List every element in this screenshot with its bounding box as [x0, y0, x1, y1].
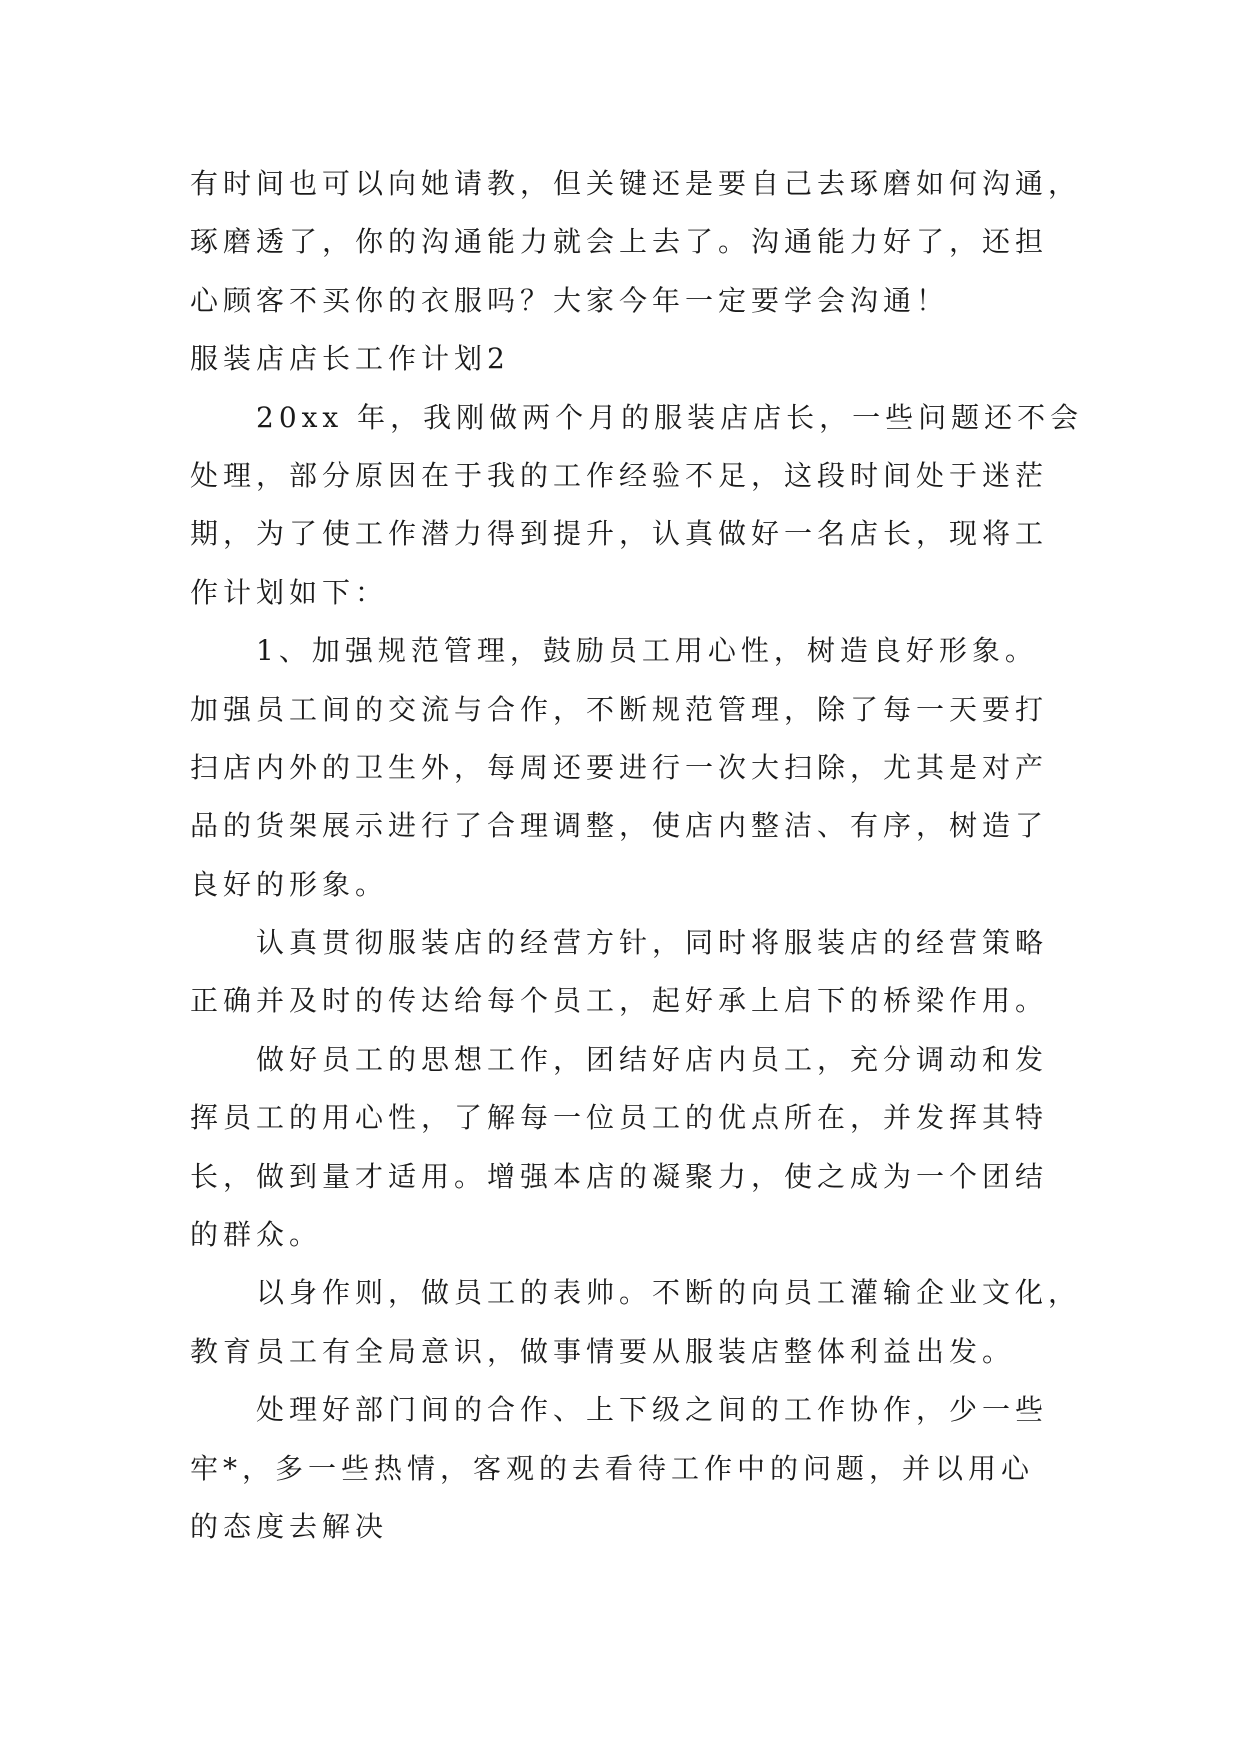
paragraph: [190, 1264, 1090, 1381]
text-line: 品的货架展示进行了合理调整，使店内整洁、有序，树造了: [190, 809, 1049, 843]
text-line: 认真贯彻服装店的经营方针，同时将服装店的经营策略: [256, 926, 1049, 960]
text-line: 心顾客不买你的衣服吗？大家今年一定要学会沟通！: [190, 283, 950, 317]
section-heading: 服装店店长工作计划2: [190, 342, 510, 376]
paragraph: [190, 914, 1090, 1031]
text-line: 作计划如下：: [190, 575, 389, 609]
text-line: 以身作则，做员工的表帅。不断的向员工灌输企业文化，: [256, 1276, 1082, 1310]
text-line: 教育员工有全局意识，做事情要从服装店整体利益出发。: [190, 1334, 1016, 1368]
text-line: 挥员工的用心性，了解每一位员工的优点所在，并发挥其特: [190, 1101, 1049, 1135]
text-line: 1、加强规范管理，鼓励员工用心性，树造良好形象。: [256, 634, 1038, 668]
document-body: [190, 155, 1090, 1556]
text-line: 期，为了使工作潜力得到提升，认真做好一名店长，现将工: [190, 517, 1049, 551]
text-line: 的态度去解决: [190, 1509, 389, 1543]
text-line: 长，做到量才适用。增强本店的凝聚力，使之成为一个团结: [190, 1159, 1049, 1193]
paragraph: [190, 1381, 1090, 1556]
text-line: 有时间也可以向她请教，但关键还是要自己去琢磨如何沟通，: [190, 167, 1082, 200]
paragraph: [190, 1031, 1090, 1265]
text-line: 正确并及时的传达给每个员工，起好承上启下的桥梁作用。: [190, 984, 1049, 1018]
text-line: 处理，部分原因在于我的工作经验不足，这段时间处于迷茫: [190, 458, 1049, 492]
text-line: 的群众。: [190, 1218, 323, 1252]
text-line: 扫店内外的卫生外，每周还要进行一次大扫除，尤其是对产: [190, 750, 1049, 784]
paragraph: [190, 389, 1090, 623]
text-line: 加强员工间的交流与合作，不断规范管理，除了每一天要打: [190, 692, 1049, 726]
text-line: 牢*，多一些热情，客观的去看待工作中的问题，并以用心: [190, 1451, 1035, 1485]
text-line: 良好的形象。: [190, 867, 389, 901]
continued-paragraph: [190, 155, 1090, 330]
text-line: 琢磨透了，你的沟通能力就会上去了。沟通能力好了，还担: [190, 225, 1049, 259]
text-line: 处理好部门间的合作、上下级之间的工作协作，少一些: [256, 1393, 1049, 1427]
text-line: 做好员工的思想工作，团结好店内员工，充分调动和发: [256, 1042, 1049, 1076]
paragraph: [190, 622, 1090, 914]
text-line: 20xx 年，我刚做两个月的服装店店长，一些问题还不会: [256, 400, 1084, 434]
